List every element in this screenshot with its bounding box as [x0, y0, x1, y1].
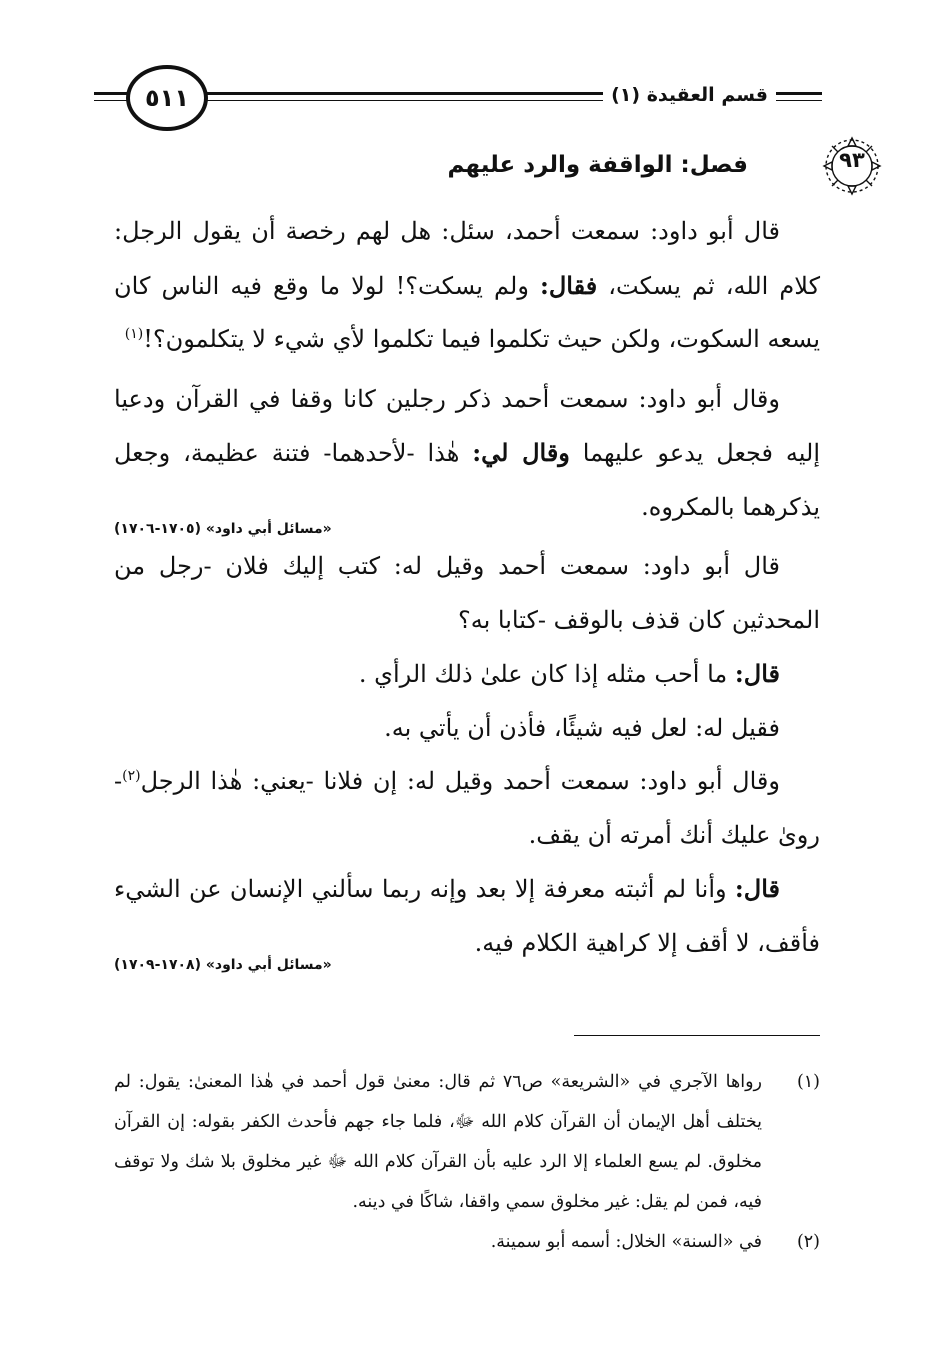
- paragraph-1-text-b: ولم يسكت؟! لولا ما وقع فيه الناس كان يسعه السكوت، ولكن حيث تكلموا فيما تكلموا لأي شيء لا يتكلمون؟!: [114, 271, 820, 353]
- footnote-2-text: في «السنة» الخلال: أسمه أبو سمينة.: [490, 1232, 762, 1252]
- paragraph-6-text-a: وقال أبو داود: سمعت أحمد وقيل له: إن فلانا -يعني: هٰذا الرجل: [140, 767, 780, 795]
- paragraph-2-text-a: وقال أبو داود: سمعت أحمد ذكر رجلين كانا وقفا في القرآن ودعيا إليه فجعل يدعو عليهما: [114, 384, 820, 467]
- footnote-ref-2[interactable]: (٢): [122, 768, 141, 784]
- paragraph-5: فقيل له: لعل فيه شيئًا، فأذن أن يأتي به.: [384, 713, 780, 742]
- running-title: قسم العقيدة (١): [603, 84, 776, 106]
- paragraph-1: [114, 205, 820, 367]
- footnotes: [114, 1062, 820, 1262]
- footnote-1-number: (١): [796, 1072, 820, 1092]
- paragraph-2-text-b: هٰذا -لأحدهما- فتنة عظيمة، وجعل يذكرهما بالمكروه.: [114, 439, 820, 521]
- section-number-badge: [818, 134, 886, 198]
- paragraph-1-text-a: قال أبو داود: سمعت أحمد، سئل: هل لهم رخصة أن يقول الرجل: كلام الله، ثم يسكت،: [114, 217, 820, 300]
- running-header: [94, 62, 822, 132]
- footnote-2: [114, 1222, 820, 1262]
- paragraph-7-text: وأنا لم أثبته معرفة إلا بعد وإنه ربما سألني الإنسان عن الشيء فأقف، لا أقف إلا كراهية الكلام فيه.: [114, 875, 820, 957]
- source-citation-1-text: «مسائل أبي داود» (١٧٠٥-١٧٠٦): [114, 521, 332, 537]
- page-number-ring: [126, 65, 208, 131]
- paragraph-7-bold: قال:: [734, 874, 780, 903]
- section-heading: [120, 140, 865, 200]
- source-citation-2-text: «مسائل أبي داود» (١٧٠٨-١٧٠٩): [114, 957, 332, 973]
- paragraph-4-bold: قال:: [734, 659, 780, 688]
- section-number: ٩٣: [839, 148, 865, 172]
- paragraph-3: قال أبو داود: سمعت أحمد وقيل له: كتب إليك فلان -رجل من المحدثين كان قذف بالوقف -كتابا به؟: [114, 552, 820, 634]
- footnote-ref-1[interactable]: (١): [124, 326, 144, 342]
- section-title: فصل: الواقفة والرد عليهم: [447, 152, 748, 178]
- footnote-1: [114, 1062, 820, 1222]
- paragraph-2-bold: وقال لي:: [472, 438, 570, 467]
- page-number: ٥١١: [145, 84, 189, 112]
- paragraph-4: [114, 647, 820, 702]
- footnote-2-number: (٢): [796, 1232, 820, 1252]
- paragraph-1-bold: فقال:: [539, 270, 598, 300]
- paragraph-4-text: ما أحب مثله إذا كان علىٰ ذلك الرأي .: [358, 660, 735, 688]
- body-text: [114, 205, 820, 976]
- paragraph-2: [114, 373, 820, 535]
- paragraph-6-text-b: - رویٰ عليك أنك أمرته أن يقف.: [114, 767, 820, 849]
- footnote-1-text: رواها الآجري في «الشريعة» ص٧٦ ثم قال: معنىٰ قول أحمد في هٰذا المعنىٰ: يقول: لم يختلف أهل الإيمان أن القرآن كلام الله ﷻ، فلما جاء جهم فأحدث الكفر بقوله: إن القرآن مخلوق. لم يسع العلماء إلا الرد عليه بأن القرآن كلام الله ﷻ غير مخلوق بلا شك ولا توقف فيه، فمن لم يقل: غير مخلوق سمي واقفا، شاكًا في دينه.: [114, 1072, 762, 1212]
- footnote-separator: [574, 1035, 820, 1036]
- paragraph-6: [114, 755, 820, 862]
